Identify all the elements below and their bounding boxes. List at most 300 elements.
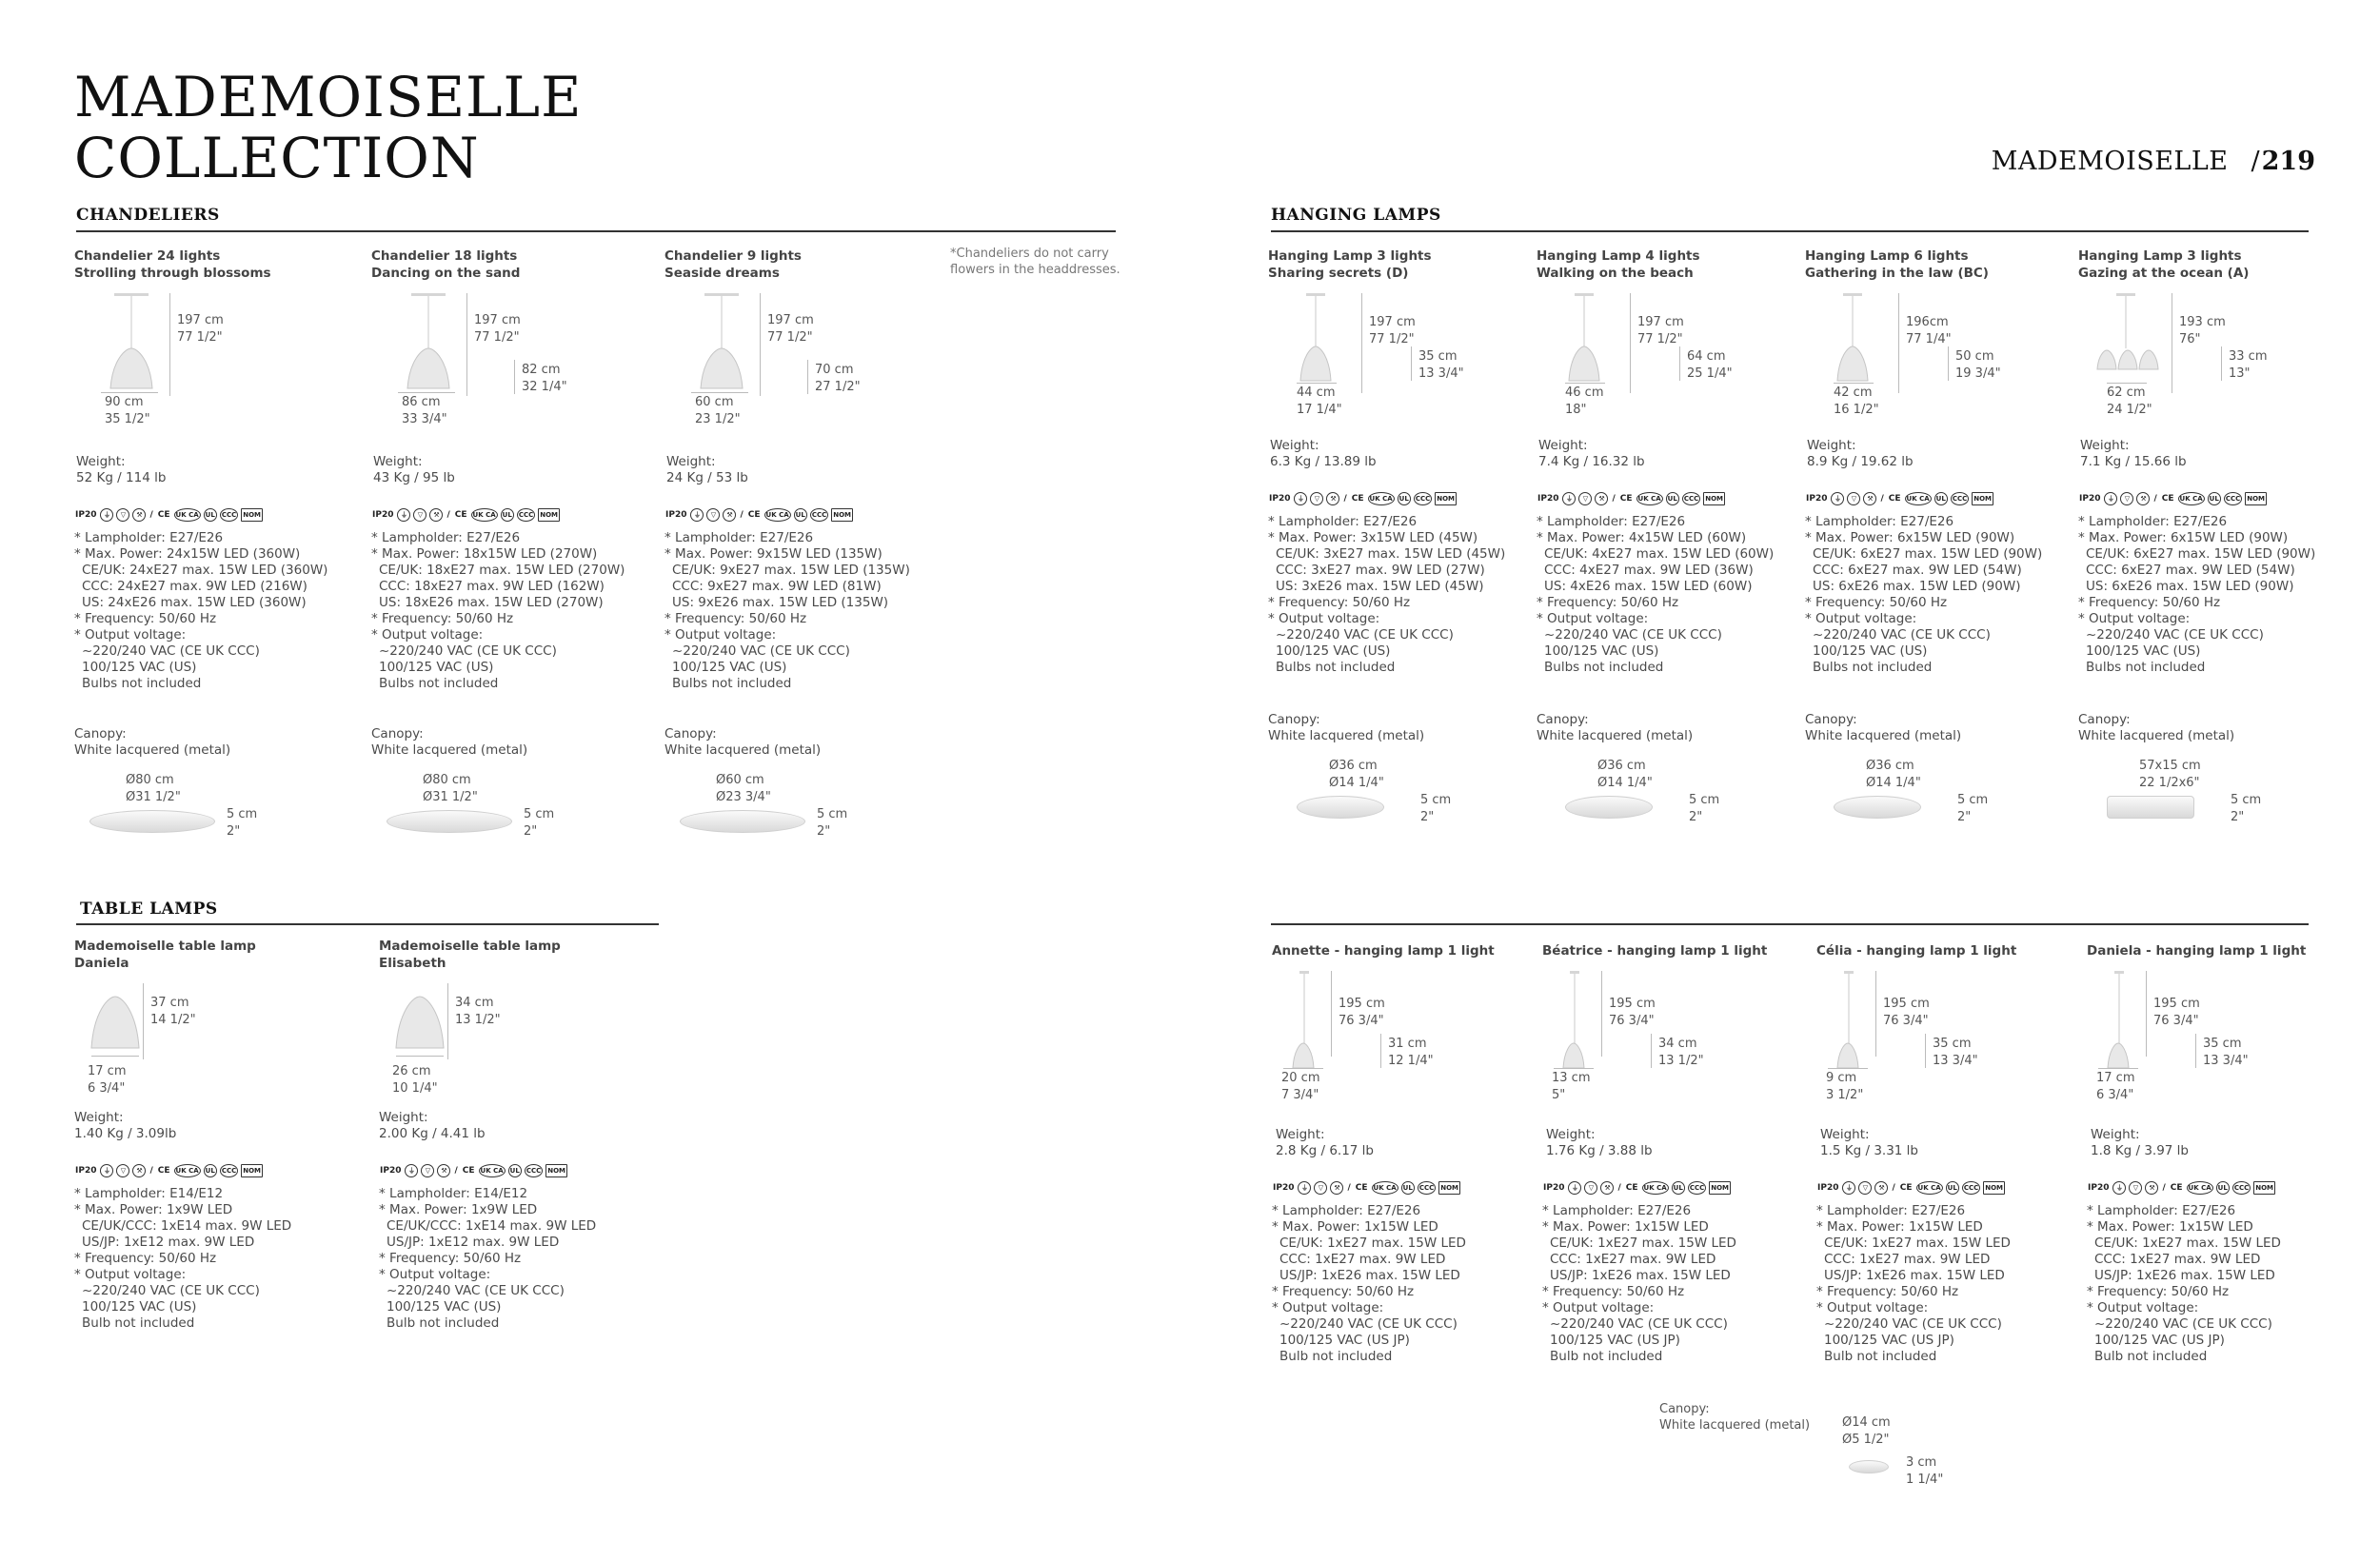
canopy-height-cm: 5 cm (817, 807, 848, 821)
canopy-height-in: 2" (2231, 810, 2245, 824)
slash: / (149, 509, 153, 520)
spec-line: * Max. Power: 1x15W LED (1816, 1219, 1983, 1235)
spec-line: * Frequency: 50/60 Hz (371, 611, 514, 626)
canopy-height-label (1420, 792, 1451, 826)
spec-line: 100/125 VAC (US) (2086, 643, 2201, 659)
tool-icon: ⚒ (2136, 492, 2150, 505)
width-in: 18" (1565, 403, 1587, 417)
spec-line: * Lampholder: E14/E12 (379, 1186, 528, 1201)
ip20-rating: IP20 (380, 1165, 402, 1176)
spec-line: * Output voltage: (2087, 1300, 2199, 1315)
slash: / (740, 509, 744, 520)
width-in: 17 1/4" (1297, 403, 1342, 417)
spec-line: ~220/240 VAC (CE UK CCC) (1276, 627, 1454, 643)
drop-in: 25 1/4" (1687, 366, 1733, 381)
height-cm: 195 cm (2153, 997, 2200, 1011)
page-number: 219 (2261, 147, 2315, 176)
ce-mark-icon: CE (747, 509, 761, 520)
certification-icons (1805, 491, 2091, 506)
canopy-disc (2107, 796, 2194, 819)
weight-block (1268, 438, 1554, 470)
product-title: Béatrice - hanging lamp 1 light (1542, 943, 1768, 959)
height-dimension-line (1875, 971, 1876, 1057)
weight-value: 1.5 Kg / 3.31 lb (1820, 1143, 1918, 1158)
technical-specs (1816, 1203, 2102, 1365)
weight-block (1272, 1127, 1557, 1159)
width-label (1834, 385, 1879, 419)
drop-cm: 70 cm (815, 363, 854, 377)
spec-line: ~220/240 VAC (CE UK CCC) (1544, 627, 1722, 643)
product-name (1542, 942, 1828, 959)
ce-mark-icon: CE (157, 509, 170, 520)
canopy-height-in: 2" (227, 824, 241, 839)
weight-label: Weight: (379, 1110, 428, 1125)
canopy-disc (1849, 1460, 1889, 1473)
height-label (455, 995, 501, 1029)
product-drawing (1805, 291, 2091, 434)
product-subtitle: Elisabeth (379, 956, 446, 971)
product-title: Hanging Lamp 4 lights (1537, 248, 1700, 264)
width-cm: 42 cm (1834, 386, 1873, 400)
product-name (1816, 942, 2102, 959)
ccc-mark-icon: CCC (1962, 1181, 1980, 1195)
earth-icon: ⏚ (100, 508, 113, 522)
product-title: Annette - hanging lamp 1 light (1272, 943, 1495, 959)
height-cm: 197 cm (1369, 315, 1416, 329)
technical-specs (379, 1186, 664, 1332)
weight-label: Weight: (1538, 438, 1588, 453)
canopy-heading: Canopy: (1805, 712, 1857, 727)
canopy-height-in: 1 1/4" (1906, 1473, 1944, 1487)
spec-line: * Frequency: 50/60 Hz (1272, 1284, 1415, 1299)
width-label (105, 394, 150, 428)
height-in: 77 1/2" (1369, 332, 1415, 346)
ul-mark-icon: UL (2216, 1181, 2230, 1195)
spec-line: CE/UK: 18xE27 max. 15W LED (270W) (379, 563, 625, 578)
spec-line: * Max. Power: 4x15W LED (60W) (1537, 530, 1747, 545)
spec-line: US: 4xE26 max. 15W LED (60W) (1544, 579, 1753, 594)
product-drawing (1268, 291, 1554, 434)
technical-specs (371, 530, 657, 692)
spec-line: CE/UK: 3xE27 max. 15W LED (45W) (1276, 546, 1506, 562)
hanging-card (1268, 247, 1554, 824)
chandeliers-card (664, 247, 950, 839)
ccc-mark-icon: CCC (810, 508, 828, 522)
spec-line: * Frequency: 50/60 Hz (1816, 1284, 1959, 1299)
canopy-diameter-in: Ø14 1/4" (1329, 776, 1384, 790)
single-card (2087, 942, 2372, 1365)
weight-value: 1.40 Kg / 3.09lb (74, 1126, 177, 1141)
earth-icon: ⏚ (2104, 492, 2117, 505)
canopy-height-label (1689, 792, 1719, 826)
width-dimension-line (398, 392, 455, 393)
drop-label (1687, 348, 1733, 383)
canopy-diameter-cm: Ø80 cm (423, 773, 471, 787)
canopy-label (664, 726, 950, 759)
technical-specs (1537, 514, 1822, 676)
width-dimension-line (1834, 383, 1874, 384)
spec-line: * Lampholder: E27/E26 (2087, 1203, 2236, 1218)
canopy-height-label (524, 806, 554, 840)
spec-line: * Lampholder: E27/E26 (74, 530, 224, 545)
canopy-diameter-in: Ø31 1/2" (126, 790, 181, 804)
canopy-height-label (1957, 792, 1988, 826)
height-label (767, 312, 814, 346)
single-card (1272, 942, 1557, 1365)
spec-line: * Output voltage: (74, 1267, 187, 1282)
canopy-height-cm: 5 cm (1420, 793, 1452, 807)
canopy-label (2078, 712, 2364, 744)
dimmable-icon: ▽ (1314, 1181, 1327, 1195)
canopy-diameter-in: 22 1/2x6" (2139, 776, 2200, 790)
certification-icons (1272, 1180, 1557, 1196)
spec-line: * Max. Power: 9x15W LED (135W) (664, 546, 883, 562)
width-cm: 60 cm (695, 395, 734, 409)
ip20-rating: IP20 (1806, 493, 1828, 504)
ul-mark-icon: UL (204, 1164, 217, 1177)
spec-line: * Frequency: 50/60 Hz (2087, 1284, 2230, 1299)
weight-block (2087, 1127, 2372, 1159)
canopy-diameter-cm: Ø36 cm (1866, 759, 1914, 773)
single-card (1542, 942, 1828, 1365)
canopy-diameter-in: Ø23 3/4" (716, 790, 771, 804)
canopy-disc (680, 810, 805, 833)
dimmable-icon: ▽ (1578, 492, 1592, 505)
certification-icons (1542, 1180, 1828, 1196)
running-head-separator: / (2251, 147, 2260, 176)
spec-line: * Max. Power: 1x15W LED (1542, 1219, 1709, 1235)
canopy-diameter-label (716, 772, 771, 806)
product-title: Hanging Lamp 3 lights (1268, 248, 1432, 264)
width-dimension-line (1828, 1068, 1868, 1069)
earth-icon: ⏚ (1842, 1181, 1855, 1195)
height-in: 77 1/2" (177, 330, 223, 345)
spec-line: * Max. Power: 1x15W LED (2087, 1219, 2253, 1235)
spec-line: Bulbs not included (82, 676, 202, 691)
section-title-table-lamps: TABLE LAMPS (80, 900, 218, 919)
earth-icon: ⏚ (405, 1164, 418, 1177)
weight-label: Weight: (1276, 1127, 1325, 1142)
canopy-heading: Canopy: (74, 726, 127, 741)
drop-dimension-line (2221, 346, 2222, 381)
spec-line: 100/125 VAC (US) (379, 660, 494, 675)
height-dimension-line (1630, 293, 1631, 393)
canopy-diameter-label (1329, 758, 1384, 792)
canopy-material: White lacquered (metal) (1537, 728, 1694, 743)
nom-mark-icon: NOM (1972, 492, 1993, 505)
section-rule (1271, 230, 2309, 232)
weight-label: Weight: (74, 1110, 124, 1125)
canopy-drawing (1537, 758, 1822, 824)
canopy-diameter-in: Ø31 1/2" (423, 790, 478, 804)
slash: / (2162, 1182, 2166, 1193)
spec-line: * Lampholder: E27/E26 (1272, 1203, 1421, 1218)
product-drawing (2087, 969, 2372, 1121)
slash: / (1617, 1182, 1621, 1193)
height-in: 76 3/4" (2153, 1014, 2199, 1028)
ce-mark-icon: CE (454, 509, 467, 520)
drop-cm: 33 cm (2229, 349, 2268, 364)
canopy-height-cm: 5 cm (1957, 793, 1989, 807)
weight-block (1537, 438, 1822, 470)
height-in: 76 3/4" (1883, 1014, 1929, 1028)
drop-dimension-line (1380, 1034, 1381, 1068)
spec-line: US/JP: 1xE12 max. 9W LED (387, 1235, 560, 1250)
spec-line: * Lampholder: E27/E26 (664, 530, 814, 545)
width-label (1826, 1070, 1863, 1104)
width-dimension-line (396, 1056, 444, 1057)
width-cm: 46 cm (1565, 386, 1604, 400)
product-drawing (1537, 291, 1822, 434)
product-title: Chandelier 24 lights (74, 248, 221, 264)
spec-line: * Lampholder: E27/E26 (1805, 514, 1954, 529)
height-in: 76 3/4" (1339, 1014, 1384, 1028)
nom-mark-icon: NOM (1983, 1181, 2005, 1195)
drop-dimension-line (514, 360, 515, 394)
spec-line: CCC: 1xE27 max. 9W LED (2094, 1252, 2261, 1267)
product-name (379, 938, 664, 972)
drop-in: 27 1/2" (815, 380, 861, 394)
weight-label: Weight: (1270, 438, 1319, 453)
width-label (1281, 1070, 1320, 1104)
single-canopy-label (1659, 1401, 1810, 1433)
product-subtitle: Seaside dreams (664, 266, 780, 281)
canopy-material: White lacquered (metal) (664, 742, 822, 758)
product-drawing (74, 981, 360, 1100)
spec-line: * Frequency: 50/60 Hz (74, 1251, 217, 1266)
drop-cm: 31 cm (1388, 1037, 1427, 1051)
width-label (1552, 1070, 1591, 1104)
width-dimension-line (1297, 383, 1337, 384)
drop-cm: 34 cm (1658, 1037, 1697, 1051)
page-title (74, 67, 582, 188)
spec-line: Bulb not included (387, 1315, 500, 1331)
ukca-mark-icon: UK CA (1905, 492, 1932, 505)
ul-mark-icon: UL (508, 1164, 522, 1177)
spec-line: * Max. Power: 1x9W LED (379, 1202, 538, 1217)
ul-mark-icon: UL (501, 508, 514, 522)
spec-line: CE/UK: 6xE27 max. 15W LED (90W) (2086, 546, 2316, 562)
spec-line: * Max. Power: 24x15W LED (360W) (74, 546, 301, 562)
canopy-height-label (2231, 792, 2261, 826)
ip20-rating: IP20 (372, 509, 394, 520)
product-title: Célia - hanging lamp 1 light (1816, 943, 2017, 959)
weight-block (664, 454, 950, 486)
hanging-card (2078, 247, 2364, 824)
earth-icon: ⏚ (1298, 1181, 1311, 1195)
spec-line: CE/UK: 24xE27 max. 15W LED (360W) (82, 563, 328, 578)
height-dimension-line (760, 293, 761, 396)
ukca-mark-icon: UK CA (1372, 1181, 1398, 1195)
ip20-rating: IP20 (75, 1165, 97, 1176)
section-title-hanging-lamps: HANGING LAMPS (1271, 206, 1441, 225)
product-drawing (74, 291, 360, 448)
spec-line: * Frequency: 50/60 Hz (379, 1251, 522, 1266)
height-cm: 195 cm (1609, 997, 1656, 1011)
height-label (474, 312, 521, 346)
spec-line: * Frequency: 50/60 Hz (664, 611, 807, 626)
certification-icons (2087, 1180, 2372, 1196)
spec-line: * Frequency: 50/60 Hz (1542, 1284, 1685, 1299)
dimmable-icon: ▽ (1584, 1181, 1597, 1195)
ccc-mark-icon: CCC (517, 508, 535, 522)
canopy-diameter-label (126, 772, 181, 806)
width-in: 5" (1552, 1088, 1566, 1102)
weight-block (74, 1110, 360, 1142)
spec-line: CCC: 1xE27 max. 9W LED (1824, 1252, 1991, 1267)
width-dimension-line (91, 1056, 139, 1057)
drop-label (2229, 348, 2268, 383)
height-cm: 197 cm (177, 313, 224, 327)
spec-line: 100/125 VAC (US JP) (1550, 1333, 1680, 1348)
drop-dimension-line (1948, 346, 1949, 381)
height-label (1339, 996, 1385, 1030)
spec-line: * Max. Power: 3x15W LED (45W) (1268, 530, 1478, 545)
canopy-material: White lacquered (metal) (74, 742, 231, 758)
spec-line: 100/125 VAC (US JP) (2094, 1333, 2225, 1348)
canopy-drawing (1268, 758, 1554, 824)
ul-mark-icon: UL (794, 508, 807, 522)
ce-mark-icon: CE (1351, 493, 1364, 504)
product-drawing (1542, 969, 1828, 1121)
ukca-mark-icon: UK CA (2187, 1181, 2213, 1195)
canopy-material: White lacquered (metal) (1659, 1418, 1811, 1433)
certification-icons (1268, 491, 1554, 506)
width-cm: 20 cm (1281, 1071, 1320, 1085)
ukca-mark-icon: UK CA (1368, 492, 1395, 505)
canopy-height-in: 2" (1957, 810, 1972, 824)
spec-line: CCC: 9xE27 max. 9W LED (81W) (672, 579, 882, 594)
spec-line: CCC: 6xE27 max. 9W LED (54W) (1813, 563, 2022, 578)
width-cm: 44 cm (1297, 386, 1336, 400)
canopy-disc (89, 810, 215, 833)
spec-line: * Max. Power: 1x15W LED (1272, 1219, 1438, 1235)
technical-specs (74, 1186, 360, 1332)
product-drawing (1816, 969, 2102, 1121)
canopy-diameter-in: Ø5 1/2" (1842, 1433, 1890, 1447)
height-dimension-line (466, 293, 467, 396)
spec-line: CE/UK: 6xE27 max. 15W LED (90W) (1813, 546, 2043, 562)
product-subtitle: Strolling through blossoms (74, 266, 271, 281)
technical-specs (1268, 514, 1554, 676)
drop-cm: 50 cm (1955, 349, 1994, 364)
slash: / (149, 1165, 153, 1176)
canopy-diameter-label (423, 772, 478, 806)
height-dimension-line (1601, 971, 1602, 1057)
nom-mark-icon: NOM (545, 1164, 567, 1177)
product-subtitle: Gazing at the ocean (A) (2078, 266, 2250, 281)
canopy-drawing (2078, 758, 2364, 824)
drop-in: 13" (2229, 366, 2251, 381)
canopy-drawing (664, 772, 950, 839)
drop-label (2203, 1036, 2249, 1070)
technical-specs (74, 530, 360, 692)
product-title: Chandelier 9 lights (664, 248, 802, 264)
certification-icons (74, 1163, 360, 1178)
height-label (2153, 996, 2200, 1030)
height-in: 14 1/2" (150, 1013, 196, 1027)
drop-label (1658, 1036, 1704, 1070)
canopy-diameter-label (2139, 758, 2201, 792)
spec-line: ~220/240 VAC (CE UK CCC) (1824, 1316, 2002, 1332)
weight-block (1542, 1127, 1828, 1159)
spec-line: * Lampholder: E27/E26 (2078, 514, 2228, 529)
spec-line: * Output voltage: (1542, 1300, 1655, 1315)
height-cm: 195 cm (1883, 997, 1930, 1011)
weight-block (1816, 1127, 2102, 1159)
drop-label (1955, 348, 2001, 383)
tool-icon: ⚒ (132, 508, 146, 522)
product-name (1805, 247, 2091, 282)
ukca-mark-icon: UK CA (174, 508, 201, 522)
earth-icon: ⏚ (1568, 1181, 1581, 1195)
weight-block (1805, 438, 2091, 470)
canopy-heading: Canopy: (2078, 712, 2131, 727)
drop-dimension-line (1651, 1034, 1652, 1068)
spec-line: US: 24xE26 max. 15W LED (360W) (82, 595, 307, 610)
table_lamps-card (74, 938, 360, 1332)
height-label (1906, 314, 1952, 348)
width-cm: 90 cm (105, 395, 144, 409)
spec-line: CCC: 1xE27 max. 9W LED (1550, 1252, 1716, 1267)
drop-in: 13 3/4" (1418, 366, 1464, 381)
product-title: Daniela - hanging lamp 1 light (2087, 943, 2307, 959)
weight-label: Weight: (2091, 1127, 2140, 1142)
spec-line: Bulbs not included (1276, 660, 1396, 675)
width-cm: 86 cm (402, 395, 441, 409)
canopy-diameter-label (1597, 758, 1653, 792)
spec-line: 100/125 VAC (US JP) (1824, 1333, 1954, 1348)
drop-cm: 82 cm (522, 363, 561, 377)
spec-line: CE/UK: 1xE27 max. 15W LED (1824, 1236, 2011, 1251)
ccc-mark-icon: CCC (1682, 492, 1700, 505)
section-rule (76, 923, 659, 925)
spec-line: ~220/240 VAC (CE UK CCC) (2086, 627, 2264, 643)
running-head (1992, 147, 2315, 176)
width-cm: 17 cm (2096, 1071, 2135, 1085)
canopy-diameter-cm: Ø36 cm (1329, 759, 1378, 773)
spec-line: 100/125 VAC (US) (82, 1299, 197, 1315)
height-cm: 196cm (1906, 315, 1949, 329)
spec-line: CCC: 4xE27 max. 9W LED (36W) (1544, 563, 1754, 578)
section-rule (1271, 923, 2309, 925)
product-drawing (371, 291, 657, 448)
spec-line: Bulb not included (1550, 1349, 1663, 1364)
dimmable-icon: ▽ (413, 508, 426, 522)
canopy-label (1537, 712, 1822, 744)
canopy-drawing (371, 772, 657, 839)
spec-line: * Max. Power: 6x15W LED (90W) (1805, 530, 2015, 545)
width-dimension-line (2107, 383, 2147, 384)
product-title: Chandelier 18 lights (371, 248, 518, 264)
spec-line: * Output voltage: (664, 627, 777, 643)
title-line-1: MADEMOISELLE (74, 65, 583, 129)
height-cm: 37 cm (150, 996, 189, 1010)
spec-line: ~220/240 VAC (CE UK CCC) (82, 643, 260, 659)
height-in: 76" (2179, 332, 2201, 346)
spec-line: ~220/240 VAC (CE UK CCC) (1813, 627, 1991, 643)
canopy-diameter-in: Ø14 1/4" (1597, 776, 1653, 790)
spec-line: 100/125 VAC (US) (1276, 643, 1391, 659)
drop-label (1388, 1036, 1434, 1070)
spec-line: * Output voltage: (2078, 611, 2191, 626)
canopy-height-label (817, 806, 847, 840)
ukca-mark-icon: UK CA (764, 508, 791, 522)
width-label (392, 1063, 438, 1097)
canopy-diameter-cm: Ø80 cm (126, 773, 174, 787)
spec-line: Bulbs not included (2086, 660, 2206, 675)
product-name (74, 247, 360, 282)
